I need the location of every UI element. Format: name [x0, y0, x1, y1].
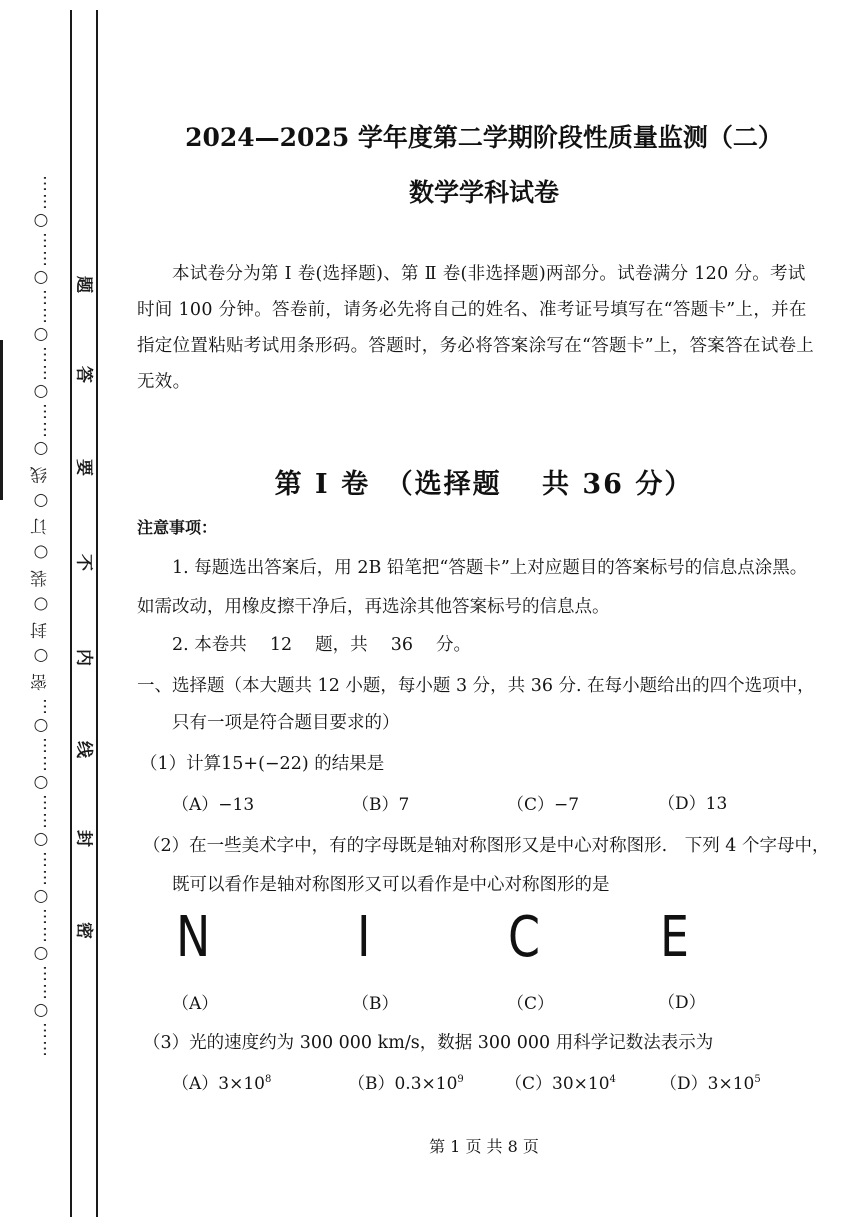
- part-title-cont: 只有一项是符合题目要求的）: [172, 713, 400, 733]
- option-exponent: 5: [754, 1074, 761, 1085]
- letter-figure-a: N: [176, 905, 211, 970]
- binding-margin: [0, 0, 100, 1227]
- option-text: （B）0.3×10: [348, 1074, 458, 1094]
- question-3-option-d: [660, 1069, 761, 1094]
- question-2-stem: （2）在一些美术字中，有的字母既是轴对称图形又是中心对称图形. 下列 4 个字母中，: [143, 836, 830, 856]
- seal-line-text: ……○……○……○……○……○……○… 密 ○ 封 ○ 装 ○ 订 ○ 线 ○……○……○……○……○……: [31, 173, 51, 1057]
- intro-paragraph: [137, 256, 817, 400]
- section-heading: 第 Ⅰ 卷 （选择题 共 36 分）: [274, 469, 694, 500]
- option-exponent: 4: [609, 1074, 616, 1085]
- question-3-option-c: [505, 1069, 616, 1094]
- binding-word: 线: [73, 741, 94, 758]
- option-text: （D）3×10: [660, 1074, 755, 1094]
- option-text: （A）3×10: [172, 1074, 265, 1094]
- part-title: 一、选择题（本大题共 12 小题，每小题 3 分，共 36 分. 在每小题给出的四个选项中，: [137, 676, 815, 696]
- notice-item-2: 2. 本卷共 12 题，共 36 分。: [172, 635, 472, 655]
- question-2-label-d: （D）: [658, 993, 706, 1013]
- binding-line-inner: [70, 10, 72, 1217]
- option-text: （C）30×10: [505, 1074, 610, 1094]
- notice-label: 注意事项：: [137, 518, 218, 537]
- option-exponent: 8: [264, 1074, 272, 1085]
- binding-word: 要: [73, 459, 94, 476]
- question-2-label-a: （A）: [172, 994, 219, 1014]
- question-1-stem: （1）计算15+(−22) 的结果是: [140, 754, 385, 774]
- binding-word: 答: [73, 366, 94, 383]
- exam-title: 2024—2025 学年度第二学期阶段性质量监测（二）: [185, 123, 783, 152]
- binding-word: 不: [73, 554, 94, 571]
- question-2-stem-cont: 既可以看作是轴对称图形又可以看作是中心对称图形的是: [172, 875, 610, 895]
- question-1-option-b: （B）7: [352, 795, 410, 815]
- exam-subtitle: 数学学科试卷: [408, 178, 559, 207]
- question-2-label-b: （B）: [352, 994, 399, 1014]
- letter-figure-b: I: [357, 905, 371, 970]
- question-3-stem: （3）光的速度约为 300 000 km/s，数据 300 000 用科学记数法表示为: [143, 1033, 714, 1053]
- binding-word: 题: [73, 276, 94, 293]
- notice-item-1: 1. 每题选出答案后，用 2B 铅笔把“答题卡”上对应题目的答案标号的信息点涂黑。: [172, 558, 808, 578]
- binding-line-left: [0, 340, 3, 500]
- question-1-option-a: （A）−13: [172, 795, 255, 815]
- binding-word: 封: [73, 830, 94, 847]
- intro-text: 本试卷分为第 Ⅰ 卷(选择题)、第 Ⅱ 卷(非选择题)两部分。试卷满分 120 分。考试时间 100 分钟。答卷前，请务必先将自己的姓名、准考证号填写在“答题卡”上，并在指定位置粘贴考试用条形码。答题时，务必将答案涂写在“答题卡”上，答案答在试卷上无效。: [137, 264, 815, 392]
- letter-figure-c: C: [508, 905, 541, 970]
- binding-word: 密: [73, 922, 94, 939]
- page-number: 第 1 页 共 8 页: [429, 1137, 539, 1156]
- question-1-option-c: （C）−7: [507, 795, 580, 815]
- binding-word: 内: [73, 649, 94, 666]
- question-3-option-b: [348, 1069, 464, 1094]
- question-2-label-c: （C）: [507, 994, 555, 1014]
- question-1-option-d: （D）13: [658, 794, 728, 814]
- letter-figure-d: E: [660, 905, 690, 970]
- question-3-option-a: [172, 1069, 271, 1094]
- notice-item-1-cont: 如需改动，用橡皮擦干净后，再选涂其他答案标号的信息点。: [137, 597, 610, 617]
- option-exponent: 9: [457, 1074, 464, 1085]
- binding-line-outer: [96, 10, 98, 1217]
